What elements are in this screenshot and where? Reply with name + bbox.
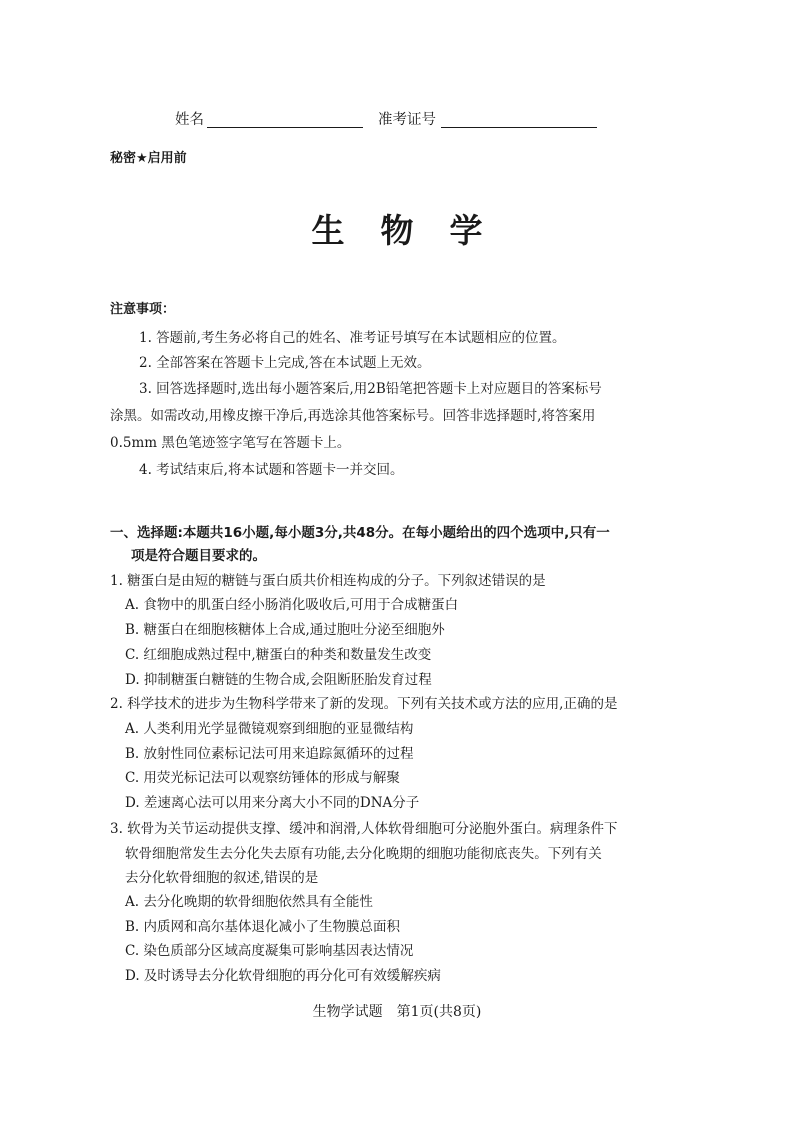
section-heading: 一、选择题:本题共16小题,每小题3分,共48分。在每小题给出的四个选项中,只有一 [110, 525, 610, 541]
name-label: 姓名 [175, 112, 204, 128]
question-stem-cont: 软骨细胞常发生去分化失去原有功能,去分化晚期的细胞功能彻底丧失。下列有关 [125, 846, 602, 862]
section-heading-cont: 项是符合题目要求的。 [131, 548, 266, 564]
question-stem-cont: 去分化软骨细胞的叙述,错误的是 [125, 870, 319, 886]
notice-line: 涂黑。如需改动,用橡皮擦干净后,再选涂其他答案标号。回答非选择题时,将答案用 [110, 408, 596, 424]
question-stem: 3. 软骨为关节运动提供支撑、缓冲和润滑,人体软骨细胞可分泌胞外蛋白。病理条件下 [110, 821, 618, 837]
question-option: B. 内质网和高尔基体退化减小了生物膜总面积 [125, 919, 401, 935]
notice-line: 0.5mm 黑色笔迹签字笔写在答题卡上。 [110, 435, 351, 451]
page-title: 生物学 [311, 211, 519, 250]
exam-id-blank-field [441, 127, 597, 128]
question-option: D. 及时诱导去分化软骨细胞的再分化可有效缓解疾病 [125, 968, 441, 984]
secret-mark: 秘密★启用前 [110, 151, 187, 166]
question-option: B. 放射性同位素标记法可用来追踪氮循环的过程 [125, 746, 414, 762]
question-option: A. 去分化晚期的软骨细胞依然具有全能性 [125, 894, 373, 910]
notice-line: 1. 答题前,考生务必将自己的姓名、准考证号填写在本试题相应的位置。 [139, 330, 566, 346]
question-option: C. 用荧光标记法可以观察纺锤体的形成与解聚 [125, 770, 400, 786]
question-option: C. 红细胞成熟过程中,糖蛋白的种类和数量发生改变 [125, 647, 432, 663]
notice-line: 2. 全部答案在答题卡上完成,答在本试题上无效。 [139, 355, 431, 371]
question-option: B. 糖蛋白在细胞核糖体上合成,通过胞吐分泌至细胞外 [125, 622, 445, 638]
notice-heading: 注意事项： [110, 302, 176, 317]
question-option: A. 人类利用光学显微镜观察到细胞的亚显微结构 [125, 721, 414, 737]
notice-line: 3. 回答选择题时,选出每小题答案后,用2B铅笔把答题卡上对应题目的答案标号 [139, 381, 602, 397]
question-option: D. 差速离心法可以用来分离大小不同的DNA分子 [125, 795, 420, 811]
notice-line: 4. 考试结束后,将本试题和答题卡一并交回。 [139, 462, 404, 478]
question-stem: 1. 糖蛋白是由短的糖链与蛋白质共价相连构成的分子。下列叙述错误的是 [110, 573, 546, 589]
question-option: A. 食物中的肌蛋白经小肠消化吸收后,可用于合成糖蛋白 [125, 597, 459, 613]
question-option: C. 染色质部分区域高度凝集可影响基因表达情况 [125, 943, 414, 959]
name-blank-field [207, 127, 363, 128]
page-footer: 生物学试题 第1页(共8页) [312, 1004, 482, 1020]
question-stem: 2. 科学技术的进步为生物科学带来了新的发现。下列有关技术或方法的应用,正确的是 [110, 696, 618, 712]
exam-id-label: 准考证号 [378, 112, 436, 128]
question-option: D. 抑制糖蛋白糖链的生物合成,会阻断胚胎发育过程 [125, 672, 432, 688]
